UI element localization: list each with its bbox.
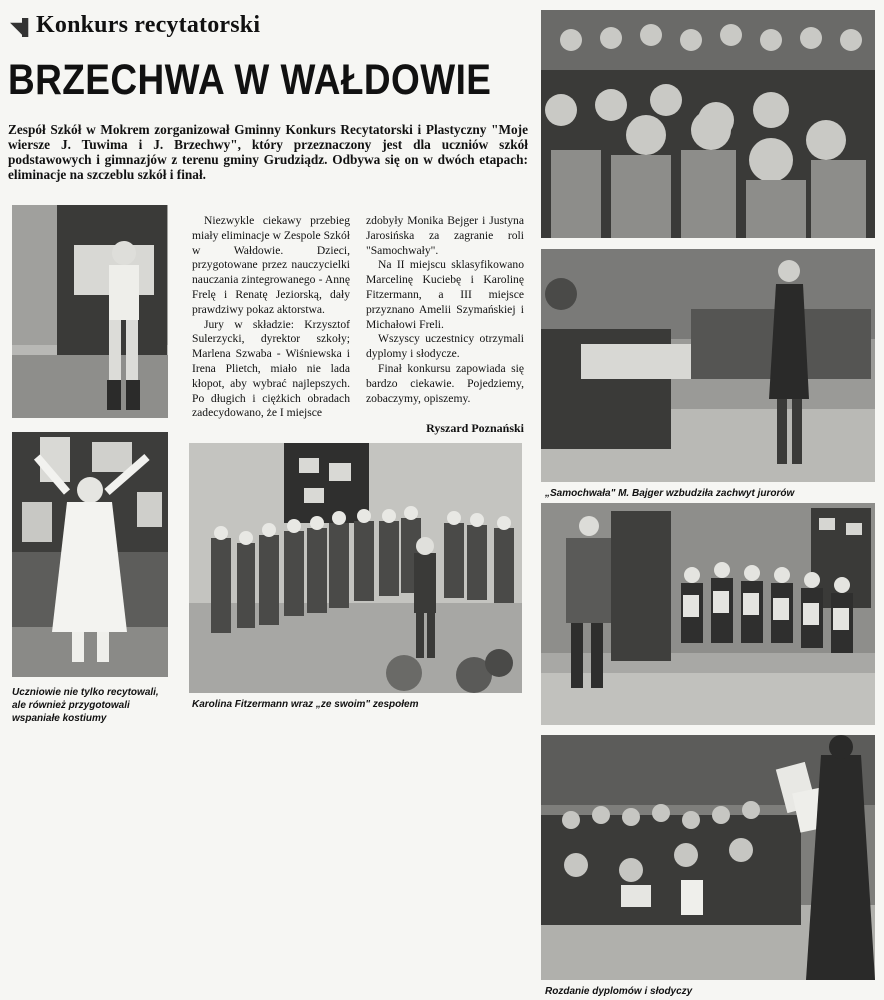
rubric-title: Konkurs recytatorski: [36, 12, 261, 38]
section-rubric: [10, 12, 530, 40]
photo-karolina-group: [189, 443, 522, 693]
photo-costumes-dancer: [12, 432, 168, 677]
headline: BRZECHWA W WAŁDOWIE: [8, 56, 492, 104]
caption-diplomas: Rozdanie dyplomów i słodyczy: [545, 986, 693, 997]
photo-samochwala-image: [541, 249, 875, 482]
article-column-2: [366, 214, 524, 406]
caption-samochwala: „Samochwała" M. Bajger wzbudziła zachwyt jurorów: [545, 488, 795, 499]
photo-diplomas-image: [541, 735, 875, 980]
author-signature: Ryszard Poznański: [426, 421, 524, 435]
paragraph: Jury w składzie: Krzysztof Sulerzycki, dyrektor szkoły; Marlena Szwaba - Wiśniewska i Irena Plietch, miało nie lada kłopot, aby wybrać najlepszych. Po długich i ciężkich obradach zadecydowano, że I miejsce: [192, 317, 350, 420]
photo-audience-image: [541, 10, 875, 238]
article-column-1: [192, 214, 350, 421]
rubric-marker-icon: ◥▌: [10, 18, 35, 37]
photo-certificates-image: [541, 503, 875, 725]
caption-karolina: Karolina Fitzermann wraz „ze swoim" zespołem: [192, 699, 419, 710]
caption-costumes: Uczniowie nie tylko recytowali, ale również przygotowali wspaniałe kostiumy: [12, 687, 159, 724]
paragraph: Niezwykle ciekawy przebieg miały eliminacje w Zespole Szkół w Wałdowie. Dzieci, przygotowane przez nauczycielki nauczania zintegrowanego - Annę Frelę i Renatę Jeziorską, dały prawdziwy pokaz aktorstwa.: [192, 214, 350, 316]
photo-costume-child-image: [12, 205, 168, 418]
paragraph: Finał konkursu zapowiada się bardzo ciekawie. Pojedziemy, zobaczymy, opiszemy.: [366, 361, 524, 405]
photo-audience: [541, 10, 875, 238]
photo-costume-child: [12, 205, 168, 418]
photo-karolina-group-image: [189, 443, 522, 693]
photo-samochwala: [541, 249, 875, 482]
photo-diplomas: [541, 735, 875, 980]
photo-costumes-dancer-image: [12, 432, 168, 677]
paragraph: Na II miejscu sklasyfikowano Marcelinę Kuciebę i Karolinę Fitzermann, a III miejsce przyznano Amelii Szymańskiej i Michałowi Freli.: [366, 258, 524, 331]
paragraph: zdobyły Monika Bejger i Justyna Jarosińska za zagranie roli "Samochwały".: [366, 214, 524, 257]
lead-paragraph: Zespół Szkół w Mokrem zorganizował Gminny Konkurs Recytatorski i Plastyczny "Moje wiersze J. Tuwima i J. Brzechwy", który przeznaczony jest dla uczniów szkół podstawowych i gimnazjów z terenu gminy Grudziądz. Odbywa się on w dwóch etapach: eliminacje na szczeblu szkół i finał.: [8, 122, 528, 182]
paragraph: Wszyscy uczestnicy otrzymali dyplomy i słodycze.: [366, 332, 524, 361]
photo-certificates: [541, 503, 875, 725]
